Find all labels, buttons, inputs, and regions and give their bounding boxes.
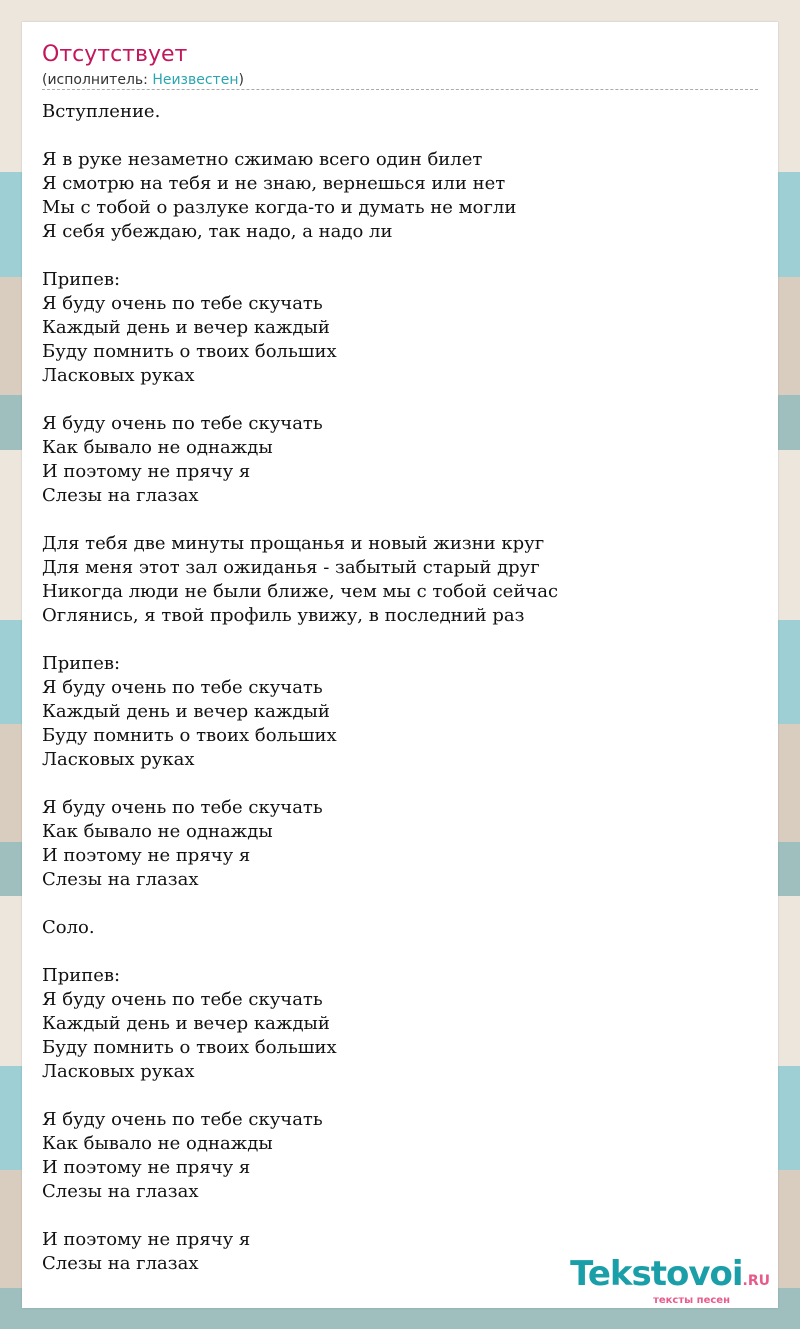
title-divider [42,89,758,90]
lyrics-line: Ласковых руках [42,749,195,770]
artist-line [42,72,244,88]
lyrics-line: Я буду очень по тебе скучать [42,797,323,818]
lyrics-line: Для тебя две минуты прощанья и новый жизни круг [42,533,545,554]
lyrics-blank-line [42,1204,758,1228]
lyrics-line: Соло. [42,917,95,938]
lyrics-line: Я буду очень по тебе скучать [42,989,323,1010]
lyrics-line: И поэтому не прячу я [42,845,251,866]
logo-tagline: тексты песен [653,1295,730,1306]
lyrics-line: Мы с тобой о разлуке когда-то и думать не могли [42,197,517,218]
logo-wordmark [570,1256,770,1299]
lyrics-blank-line [42,1084,758,1108]
lyrics-line: Я буду очень по тебе скучать [42,1109,323,1130]
lyrics-line: Слезы на глазах [42,485,199,506]
lyrics-blank-line [42,508,758,532]
lyrics-line: Припев: [42,269,121,290]
lyrics-text [42,100,758,1276]
lyrics-line: Слезы на глазах [42,1181,199,1202]
lyrics-line: Никогда люди не были ближе, чем мы с тобой сейчас [42,581,559,602]
lyrics-line: Ласковых руках [42,365,195,386]
logo-main-text: Tekstovoi [570,1254,743,1294]
lyrics-line: Каждый день и вечер каждый [42,1013,330,1034]
logo-tld: .RU [742,1273,770,1289]
lyrics-line: Каждый день и вечер каждый [42,701,330,722]
lyrics-blank-line [42,388,758,412]
lyrics-line: Я буду очень по тебе скучать [42,677,323,698]
lyrics-line: И поэтому не прячу я [42,1229,251,1250]
lyrics-blank-line [42,124,758,148]
lyrics-line: Буду помнить о твоих больших [42,1037,337,1058]
site-logo[interactable] [570,1256,770,1306]
lyrics-blank-line [42,244,758,268]
lyrics-line: Как бывало не однажды [42,1133,273,1154]
lyrics-line: Оглянись, я твой профиль увижу, в последний раз [42,605,525,626]
lyrics-line: Я буду очень по тебе скучать [42,413,323,434]
lyrics-line: Я буду очень по тебе скучать [42,293,323,314]
lyrics-line: Слезы на глазах [42,1253,199,1274]
lyrics-line: Я себя убеждаю, так надо, а надо ли [42,221,393,242]
lyrics-line: Как бывало не однажды [42,437,273,458]
artist-link[interactable]: Неизвестен [152,72,239,88]
lyrics-line: Буду помнить о твоих больших [42,725,337,746]
song-title: Отсутствует [42,42,188,67]
lyrics-blank-line [42,892,758,916]
lyrics-line: Я смотрю на тебя и не знаю, вернешься или нет [42,173,506,194]
lyrics-line: Припев: [42,965,121,986]
lyrics-line: Я в руке незаметно сжимаю всего один билет [42,149,483,170]
lyrics-line: Как бывало не однажды [42,821,273,842]
artist-prefix: (исполнитель: [42,72,153,88]
lyrics-line: И поэтому не прячу я [42,461,251,482]
lyrics-line: Слезы на глазах [42,869,199,890]
lyrics-line: Вступление. [42,101,161,122]
lyrics-line: Каждый день и вечер каждый [42,317,330,338]
artist-suffix: ) [238,72,244,88]
lyrics-blank-line [42,940,758,964]
lyrics-card [22,22,778,1308]
lyrics-blank-line [42,628,758,652]
lyrics-line: И поэтому не прячу я [42,1157,251,1178]
lyrics-line: Буду помнить о твоих больших [42,341,337,362]
lyrics-line: Припев: [42,653,121,674]
lyrics-blank-line [42,772,758,796]
lyrics-line: Для меня этот зал ожиданья - забытый старый друг [42,557,540,578]
lyrics-line: Ласковых руках [42,1061,195,1082]
